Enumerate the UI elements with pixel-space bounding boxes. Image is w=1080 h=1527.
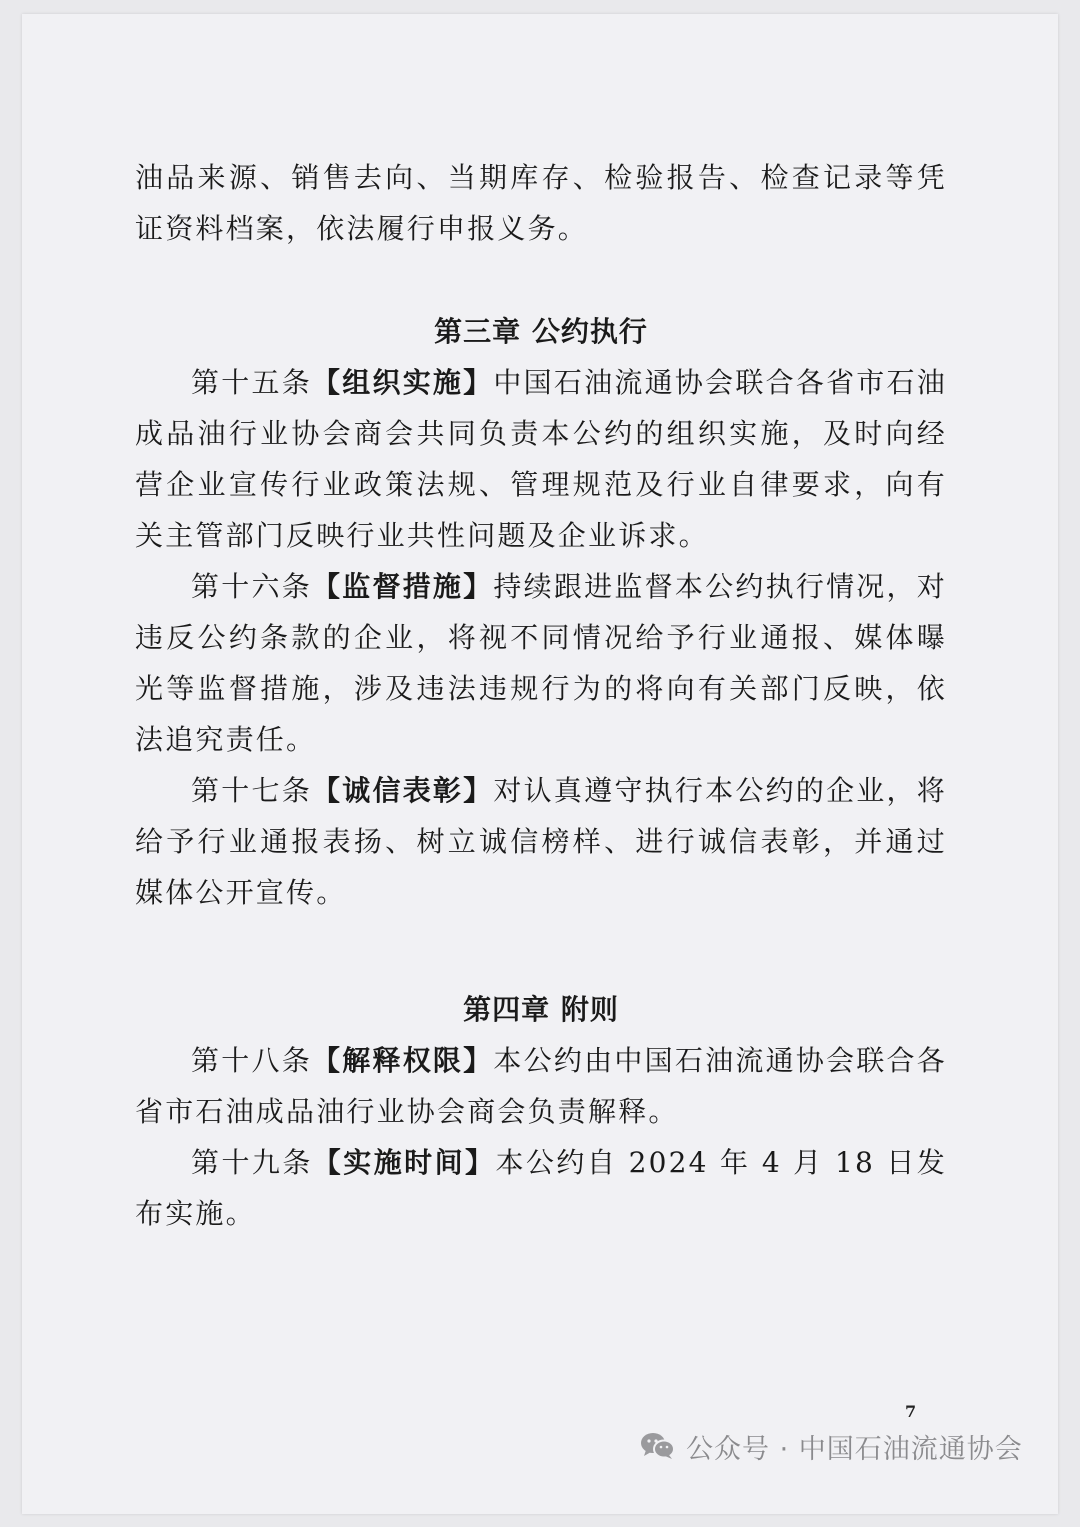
article-15	[135, 357, 947, 561]
article-19	[135, 1137, 947, 1239]
article-text: 本公约自 2024 年 4 月 18 日发布实施。	[135, 1146, 947, 1230]
article-number: 第十八条	[191, 1044, 312, 1077]
wechat-icon	[640, 1431, 676, 1461]
article-tag: 【解释权限】	[311, 1044, 494, 1077]
watermark-text: 公众号 · 中国石油流通协会	[686, 1433, 1023, 1465]
article-number: 第十六条	[191, 570, 312, 603]
chapter-3-heading: 第三章 公约执行	[434, 315, 648, 348]
paragraph-line: 油品来源、销售去向、当期库存、检验报告、检查记录等凭证资	[135, 161, 947, 245]
article-tag: 【实施时间】	[312, 1146, 496, 1179]
wechat-watermark	[640, 1426, 1023, 1466]
article-number: 第十五条	[191, 366, 312, 399]
paragraph-continued	[135, 152, 947, 254]
article-17	[135, 765, 947, 918]
article-number: 第十七条	[191, 774, 312, 807]
article-text: 中国石油流通协会联合各省市石油成品油行业协会商会共同负责本公约的组织实施，及时向经营企业宣传行业政策法规、管理规范及行业自律要求，向有关主管部门反映行业共性问题及企业诉求。	[135, 366, 947, 552]
document-page	[22, 14, 1058, 1514]
article-text: 本公约由中国石油流通协会联合各省市石油成品油行业协会商会负责解释。	[135, 1044, 947, 1128]
article-number: 第十九条	[191, 1146, 313, 1179]
article-18	[135, 1035, 947, 1137]
article-tag: 【组织实施】	[311, 366, 494, 399]
article-tag: 【诚信表彰】	[311, 774, 494, 807]
article-text: 持续跟进监督本公约执行情况，对违反公约条款的企业，将视不同情况给予行业通报、媒体曝光等监督措施，涉及违法违规行为的将向有关部门反映，依法追究责任。	[135, 570, 947, 756]
article-16	[135, 561, 947, 765]
article-tag: 【监督措施】	[311, 570, 494, 603]
paragraph-line: 料档案，依法履行申报义务。	[195, 212, 589, 245]
document-body	[135, 152, 947, 1239]
chapter-4-heading: 第四章 附则	[463, 993, 619, 1026]
article-text: 对认真遵守执行本公约的企业，将给予行业通报表扬、树立诚信榜样、进行诚信表彰，并通过媒体公开宣传。	[135, 774, 947, 909]
page-number: 7	[905, 1402, 917, 1421]
